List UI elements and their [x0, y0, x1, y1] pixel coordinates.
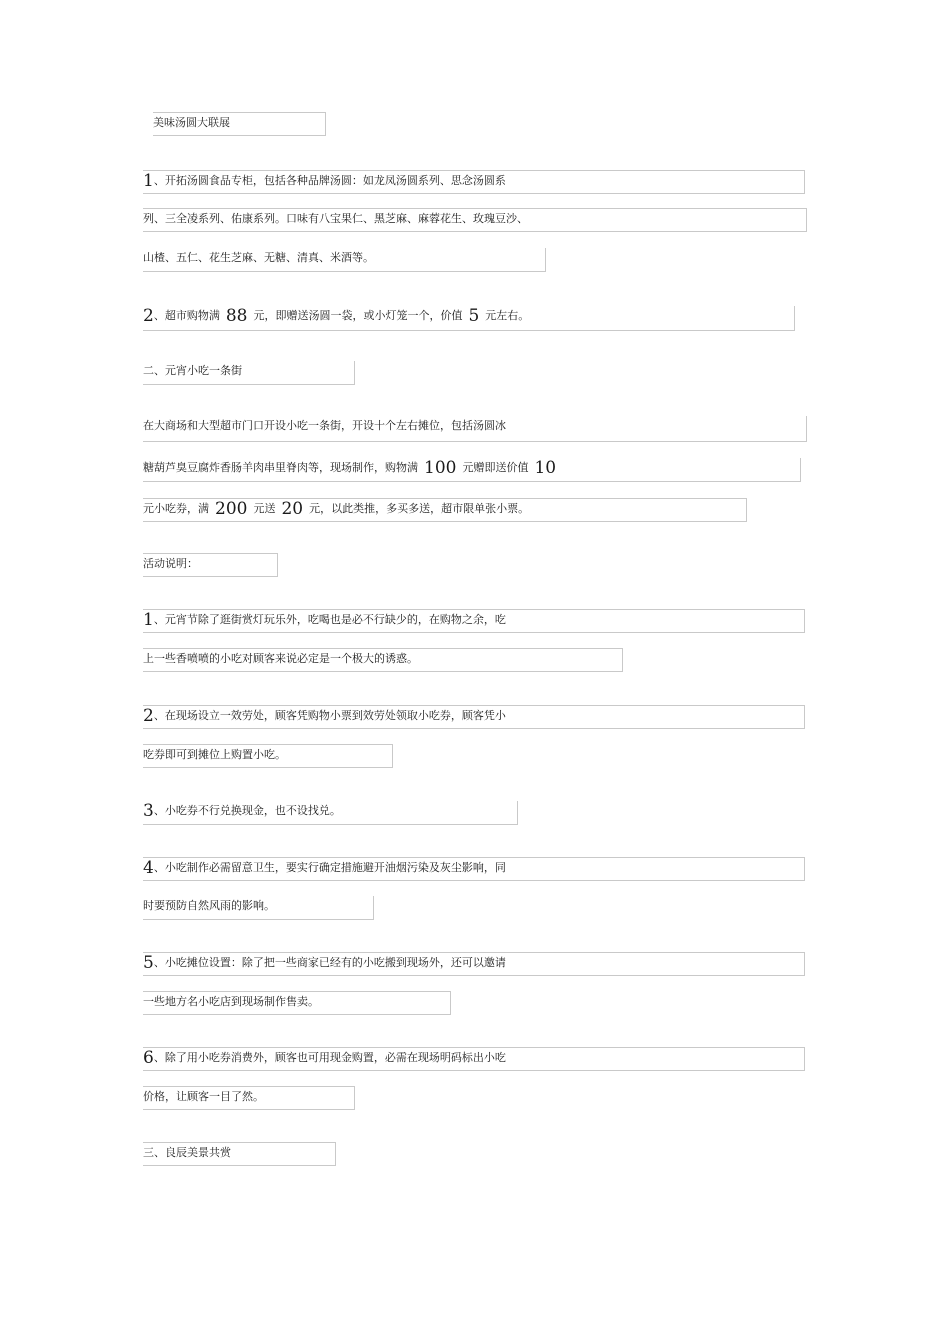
- item-number: 1: [143, 171, 154, 191]
- line-text: 、小吃摊位设置：除了把一些商家已经有的小吃搬到现场外，还可以邀请: [153, 956, 506, 969]
- item-number: 5: [143, 953, 154, 973]
- line-text: 、元宵节除了逛街赏灯玩乐外，吃喝也是必不行缺少的，在购物之余，吃: [153, 613, 506, 626]
- street-line-1: [143, 416, 807, 442]
- note-1-line-1: [143, 609, 805, 633]
- line-text: 元，即赠送汤圆一袋，或小灯笼一个，价值: [253, 309, 463, 322]
- note-4-line-1: [143, 857, 805, 881]
- street-line-3: [143, 498, 747, 522]
- note-6-line-2: [143, 1086, 355, 1110]
- amount-200: 200: [215, 499, 248, 519]
- amount-20: 20: [281, 499, 304, 519]
- section-heading-street: [143, 361, 355, 385]
- line-text: 元，以此类推，多买多送，超市限单张小票。: [309, 502, 530, 515]
- note-5-line-2: [143, 991, 451, 1015]
- line-text: 一些地方名小吃店到现场制作售卖。: [143, 995, 319, 1008]
- line-text: 元赠即送价值: [462, 461, 529, 474]
- heading-text: 三、良辰美景共赏: [143, 1146, 231, 1159]
- line-text: 、在现场设立一效劳处，顾客凭购物小票到效劳处领取小吃券，顾客凭小: [153, 709, 506, 722]
- note-4-line-2: [143, 896, 374, 920]
- amount-88: 88: [225, 306, 248, 326]
- note-6-line-1: [143, 1047, 805, 1071]
- note-2-line-1: [143, 705, 805, 729]
- line-text: 、除了用小吃券消费外，顾客也可用现金购置，必需在现场明码标出小吃: [153, 1051, 506, 1064]
- section-heading-scenery: [143, 1142, 336, 1166]
- paragraph-1-line-1: [143, 170, 805, 194]
- line-text: 、小吃制作必需留意卫生，要实行确定措施避开油烟污染及灰尘影响，同: [153, 861, 506, 874]
- notes-heading: [143, 553, 278, 577]
- line-text: 列、三全凌系列、佑康系列。口味有八宝果仁、黑芝麻、麻蓉花生、玫瑰豆沙、: [143, 212, 528, 225]
- line-text: 上一些香喷喷的小吃对顾客来说必定是一个极大的诱惑。: [143, 652, 418, 665]
- item-number: 1: [143, 610, 154, 630]
- paragraph-1-line-2: [143, 208, 807, 232]
- item-number: 2: [143, 306, 154, 326]
- item-number: 4: [143, 858, 154, 878]
- heading-text: 二、元宵小吃一条街: [143, 364, 242, 377]
- note-3-line-1: [143, 801, 518, 825]
- amount-100: 100: [424, 458, 457, 478]
- line-text: 、小吃券不行兑换现金，也不设找兑。: [153, 804, 341, 817]
- document-title: [153, 112, 326, 136]
- note-1-line-2: [143, 648, 623, 672]
- line-text: 吃券即可到摊位上购置小吃。: [143, 748, 286, 761]
- item-number: 6: [143, 1048, 154, 1068]
- line-text: 糖葫芦臭豆腐炸香肠羊肉串里脊肉等，现场制作，购物满: [143, 461, 418, 474]
- line-text: 元左右。: [485, 309, 530, 322]
- heading-text: 活动说明：: [143, 557, 198, 570]
- street-line-2: [143, 458, 801, 482]
- line-text: 价格，让顾客一目了然。: [143, 1090, 264, 1103]
- note-5-line-1: [143, 952, 805, 976]
- paragraph-1-line-3: [143, 248, 546, 272]
- line-text: 山楂、五仁、花生芝麻、无糖、清真、米酒等。: [143, 251, 374, 264]
- paragraph-2: [143, 306, 795, 331]
- amount-10: 10: [534, 458, 557, 478]
- amount-5: 5: [468, 306, 480, 326]
- note-2-line-2: [143, 744, 393, 768]
- line-text: 在大商场和大型超市门口开设小吃一条街，开设十个左右摊位，包括汤圆冰: [143, 419, 506, 432]
- line-text: 元送: [253, 502, 276, 515]
- line-text: 、开拓汤圆食品专柜，包括各种品牌汤圆：如龙凤汤圆系列、思念汤圆系: [153, 174, 506, 187]
- title-text: 美味汤圆大联展: [153, 116, 230, 129]
- line-text: 、超市购物满: [153, 309, 220, 322]
- line-text: 时要预防自然风雨的影响。: [143, 899, 275, 912]
- line-text: 元小吃券，满: [143, 502, 209, 515]
- item-number: 2: [143, 706, 154, 726]
- item-number: 3: [143, 801, 154, 821]
